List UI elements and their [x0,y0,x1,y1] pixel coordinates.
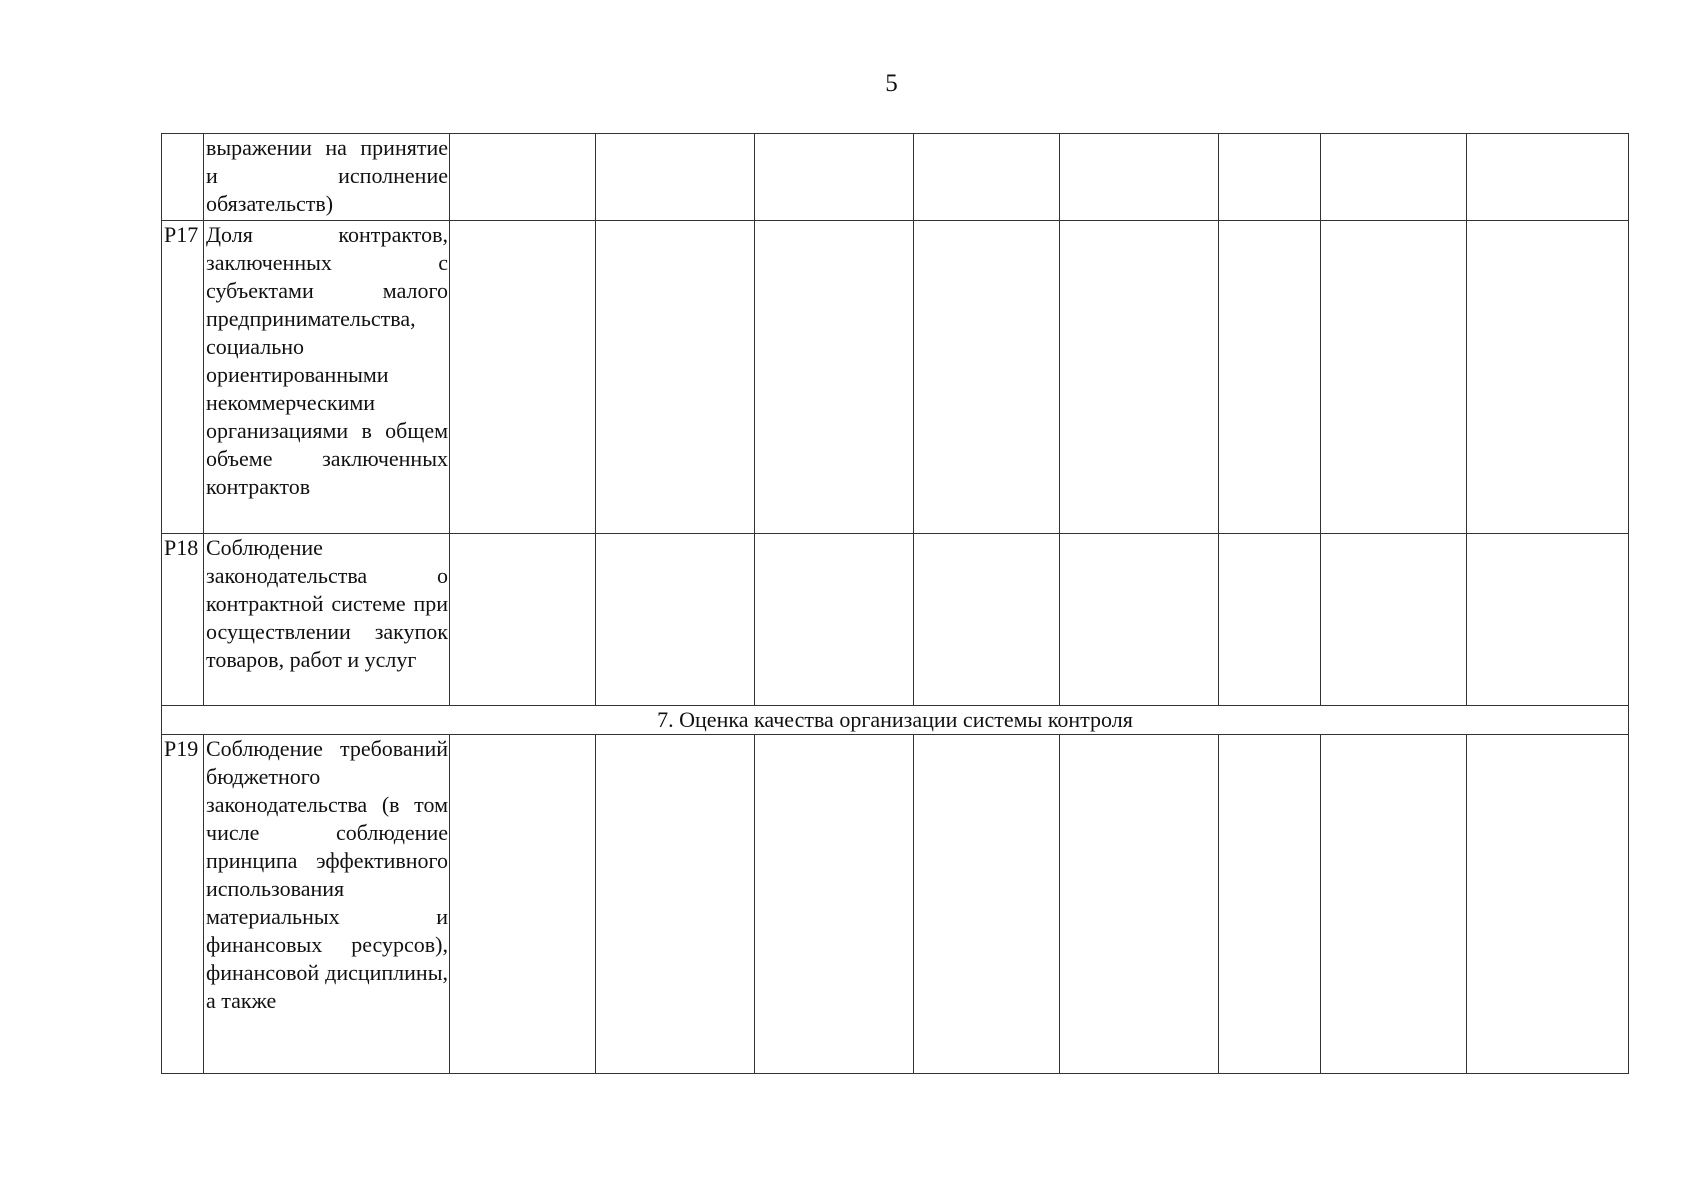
table-cell [1467,221,1629,534]
table-cell [1060,221,1219,534]
table-cell [596,134,755,221]
table-cell [1219,221,1321,534]
table-cell [1219,134,1321,221]
table-cell [1060,134,1219,221]
row-description-text: Соблюдение законодательства о контрактной системе при осуществлении закупок товаров, работ и услуг [206,535,448,672]
table-cell [914,221,1060,534]
row-description-text: Соблюдение требований бюджетного законодательства (в том числе соблюдение принципа эффективного использования материальных и финансовых ресурсов), финансовой дисциплины, а также [206,736,448,1013]
table-cell [450,534,596,706]
table-cell [1219,735,1321,1074]
section-heading: 7. Оценка качества организации системы контроля [162,706,1629,735]
table-cell [755,534,914,706]
table-row [162,221,1629,534]
table-cell [755,221,914,534]
table-cell [1467,735,1629,1074]
row-description-text: Доля контрактов, заключенных с субъектами малого предпринимательства, социально ориентированными некоммерческими организациями в общем объеме заключенных контрактов [206,222,448,499]
row-code [162,134,204,221]
table-cell [1321,134,1467,221]
table-row [162,735,1629,1074]
table-cell [1467,534,1629,706]
section-row [162,706,1629,735]
table-cell [1060,735,1219,1074]
table-cell [450,221,596,534]
table-cell [450,735,596,1074]
table-row [162,534,1629,706]
table-cell [1467,134,1629,221]
table-cell [1321,221,1467,534]
table-cell [914,134,1060,221]
table-cell [596,221,755,534]
row-description [204,221,450,534]
table-cell [596,534,755,706]
row-code: P19 [162,735,204,1074]
indicator-table [161,133,1629,1074]
table-cell [914,534,1060,706]
table-cell [450,134,596,221]
row-description [204,735,450,1074]
row-description-text: выражении на принятие и исполнение обязательств) [206,135,448,216]
table-cell [755,134,914,221]
page-number: 5 [885,70,898,97]
table-cell [1321,534,1467,706]
table-row [162,134,1629,221]
table-cell [914,735,1060,1074]
row-description [204,134,450,221]
table-cell [755,735,914,1074]
row-code: P18 [162,534,204,706]
table-cell [1321,735,1467,1074]
table-cell [1219,534,1321,706]
row-description [204,534,450,706]
row-code: P17 [162,221,204,534]
table-cell [1060,534,1219,706]
table-cell [596,735,755,1074]
